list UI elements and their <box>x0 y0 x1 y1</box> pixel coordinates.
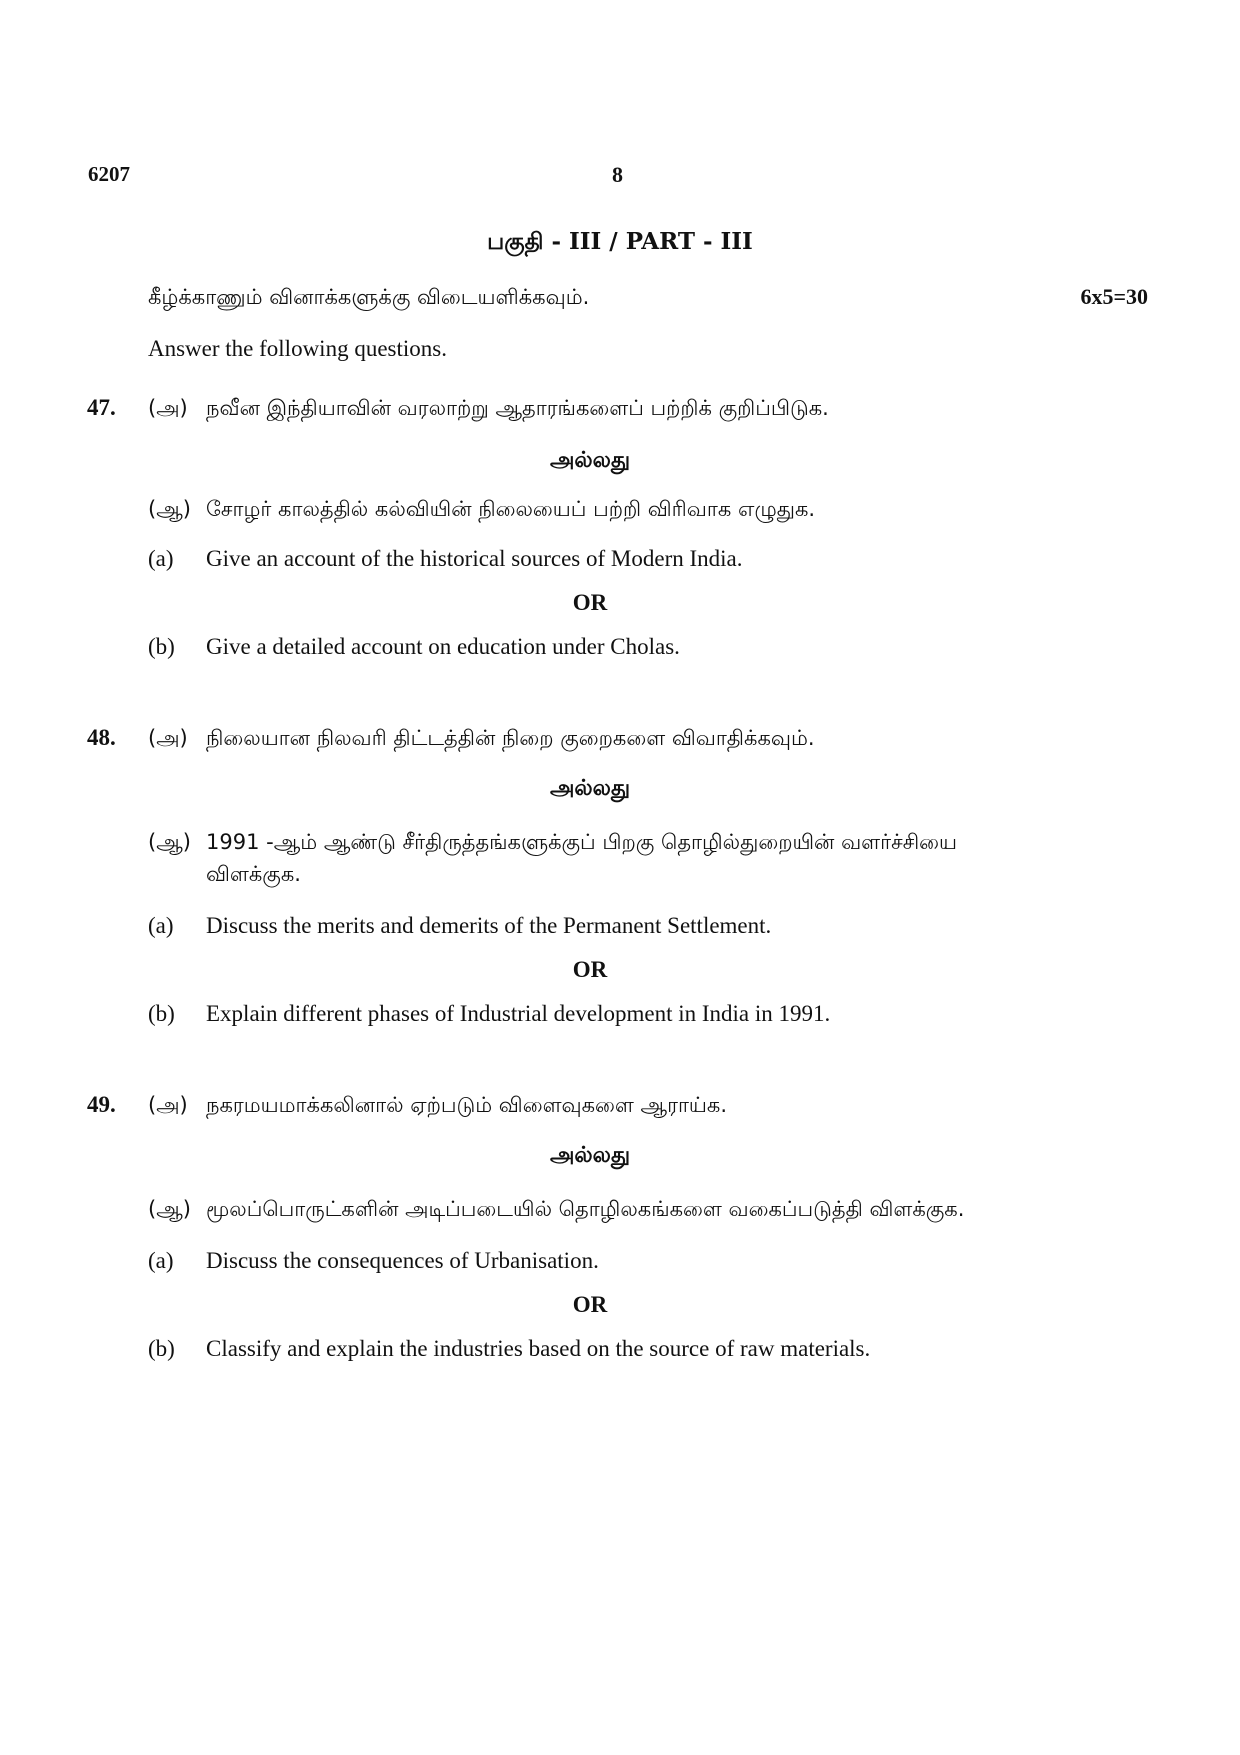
part-title: பகுதி - III / PART - III <box>487 228 753 255</box>
option-marker: (a) <box>148 546 174 571</box>
marks-allocation: 6x5=30 <box>1080 284 1148 309</box>
instruction-english: Answer the following questions. <box>148 336 447 361</box>
question-tamil-a <box>148 1093 727 1120</box>
paper-code: 6207 <box>88 162 130 186</box>
or-separator-tamil: அல்லது <box>549 776 631 801</box>
question-english-b: Classify and explain the industries based on the source of raw materials. <box>206 1336 871 1361</box>
option-marker: (a) <box>148 913 174 938</box>
question-english-a: Give an account of the historical sources of Modern India. <box>206 546 743 571</box>
question-tamil-b <box>148 497 815 524</box>
question-number: 47. <box>87 395 116 420</box>
or-separator-tamil: அல்லது <box>549 448 631 473</box>
option-marker: (ஆ) <box>148 830 191 854</box>
question-tamil-a <box>148 396 829 423</box>
option-marker: (அ) <box>148 396 188 420</box>
option-marker: (b) <box>148 634 175 659</box>
or-separator-tamil: அல்லது <box>549 1143 631 1168</box>
or-separator-english: OR <box>572 1292 608 1317</box>
option-marker: (அ) <box>148 1093 188 1117</box>
or-separator-english: OR <box>572 957 608 982</box>
question-english-b: Explain different phases of Industrial development in India in 1991. <box>206 1001 831 1026</box>
question-text: 1991 -ஆம் ஆண்டு சீர்திருத்தங்களுக்குப் பிறகு தொழில்துறையின் வளர்ச்சியை <box>206 830 958 854</box>
or-separator-english: OR <box>572 590 608 615</box>
question-text: மூலப்பொருட்களின் அடிப்படையில் தொழிலகங்களை வகைப்படுத்தி விளக்குக. <box>206 1197 965 1221</box>
question-tamil-a <box>148 726 815 753</box>
question-tamil-b-continued: விளக்குக. <box>206 862 301 886</box>
option-marker: (ஆ) <box>148 1197 191 1221</box>
instruction-tamil: கீழ்க்காணும் வினாக்களுக்கு விடையளிக்கவும். <box>148 285 590 309</box>
option-marker: (அ) <box>148 726 188 750</box>
question-text: சோழர் காலத்தில் கல்வியின் நிலையைப் பற்றி விரிவாக எழுதுக. <box>206 497 816 521</box>
question-english-a: Discuss the merits and demerits of the Permanent Settlement. <box>206 913 772 938</box>
question-text: நவீன இந்தியாவின் வரலாற்று ஆதாரங்களைப் பற்றிக் குறிப்பிடுக. <box>206 396 829 420</box>
question-english-b: Give a detailed account on education under Cholas. <box>206 634 680 659</box>
option-marker: (a) <box>148 1248 174 1273</box>
option-marker: (b) <box>148 1001 175 1026</box>
option-marker: (ஆ) <box>148 497 191 521</box>
page-number: 8 <box>612 162 623 187</box>
question-tamil-b <box>148 830 957 857</box>
question-number: 49. <box>87 1092 116 1117</box>
question-number: 48. <box>87 725 116 750</box>
question-text: நகரமயமாக்கலினால் ஏற்படும் விளைவுகளை ஆராய்க. <box>206 1093 728 1117</box>
question-tamil-b <box>148 1197 964 1224</box>
question-english-a: Discuss the consequences of Urbanisation. <box>206 1248 599 1273</box>
option-marker: (b) <box>148 1336 175 1361</box>
question-text: நிலையான நிலவரி திட்டத்தின் நிறை குறைகளை விவாதிக்கவும். <box>206 726 815 750</box>
